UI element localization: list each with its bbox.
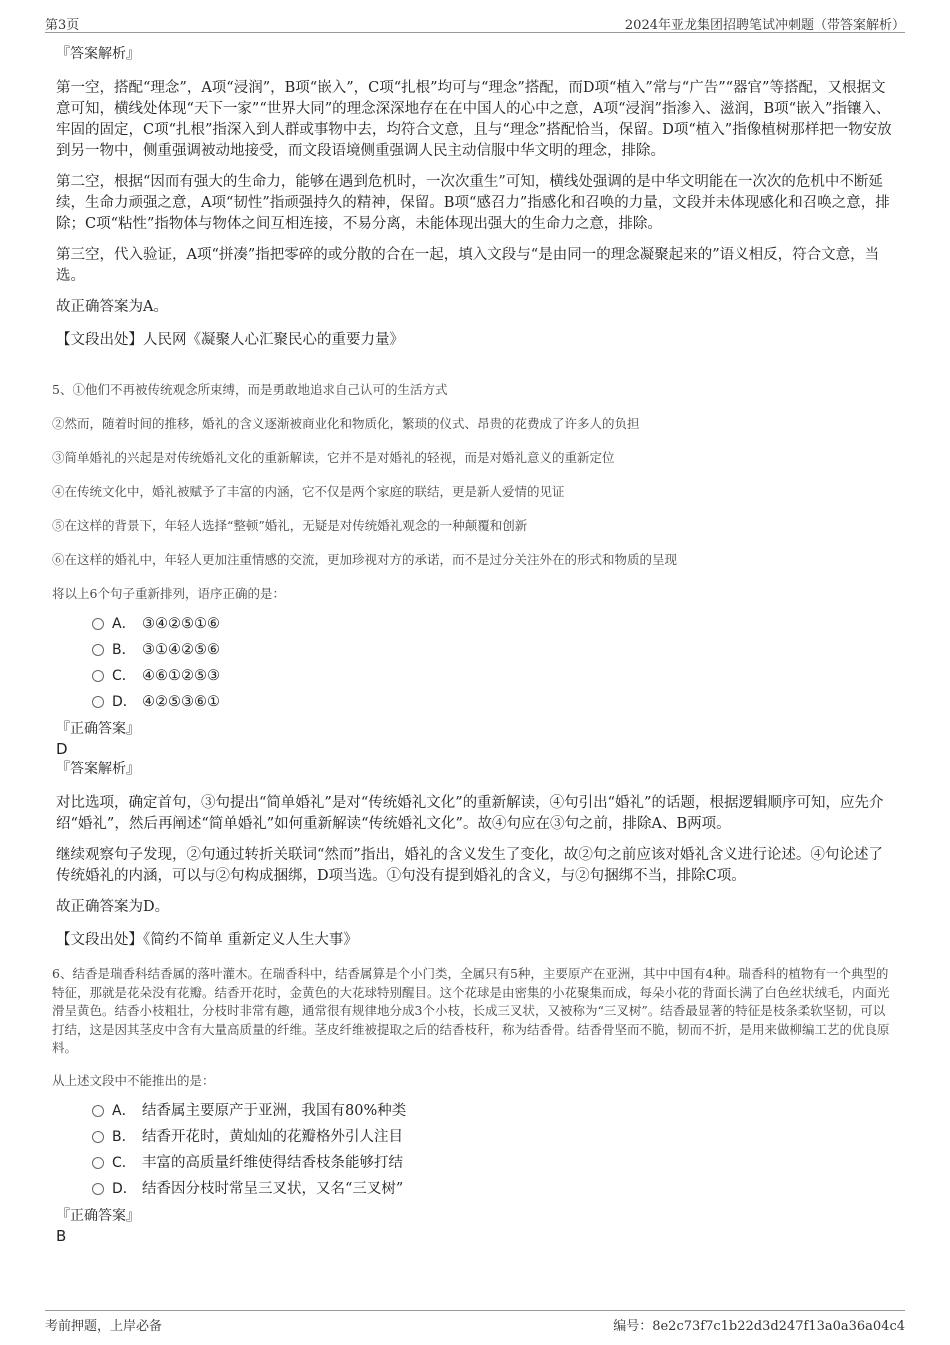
sentence-item: ⑥在这样的婚礼中，年轻人更加注重情感的交流，更加珍视对方的承诺，而不是过分关注外在的形式和物质的呈现 bbox=[52, 552, 678, 567]
option-c[interactable]: C． 丰富的高质量纤维使得结香枝条能够打结 bbox=[92, 1150, 895, 1176]
source-citation: 【文段出处】《简约不简单 重新定义人生大事》 bbox=[56, 932, 358, 948]
document-id: 编号：8e2c73f7c1b22d3d247f13a0a36a04c4 bbox=[613, 1319, 905, 1334]
sentence-item: ⑤在这样的背景下，年轻人选择“整顿”婚礼，无疑是对传统婚礼观念的一种颠覆和创新 bbox=[52, 518, 528, 533]
option-b[interactable]: B． 结香开花时，黄灿灿的花瓣格外引人注目 bbox=[92, 1124, 895, 1150]
sentence-item: ②然而，随着时间的推移，婚礼的含义逐渐被商业化和物质化，繁琐的仪式、昂贵的花费成了许多人的负担 bbox=[52, 416, 640, 431]
option-b[interactable]: B． ③①④②⑤⑥ bbox=[92, 637, 895, 663]
option-d[interactable]: D． 结香因分枝时常呈三叉状，又名“三叉树” bbox=[92, 1176, 895, 1202]
question-prompt: 将以上6个句子重新排列，语序正确的是： bbox=[52, 586, 285, 601]
correct-answer: B bbox=[56, 1226, 67, 1245]
question-5 bbox=[52, 381, 895, 951]
page-content bbox=[52, 44, 895, 1250]
radio-icon[interactable] bbox=[92, 1183, 104, 1195]
radio-icon[interactable] bbox=[92, 644, 104, 656]
analysis-paragraph: 继续观察句子发现，②句通过转折关联词“然而”指出，婚礼的含义发生了变化，故②句之前应该对婚礼含义进行论述。④句论述了传统婚礼的内涵，可以与②句构成捆绑，D项当选。①句没有提到婚礼的含义，与②句捆绑不当，排除C项。 bbox=[56, 847, 883, 884]
document-title: 2024年亚龙集团招聘笔试冲刺题（带答案解析） bbox=[624, 18, 905, 33]
analysis-label: 『答案解析』 bbox=[56, 761, 140, 777]
radio-icon[interactable] bbox=[92, 618, 104, 630]
page-number: 第3页 bbox=[45, 18, 80, 33]
analysis-paragraph: 第一空，搭配“理念”，A项“浸润”，B项“嵌入”，C项“扎根”均可与“理念”搭配，而D项“植入”常与“广告”“器官”等搭配，又根据文意可知，横线处体现“天下一家”“世界大同”的理念深深地存在在中国人的心中之意，A项“浸润”指渗入、滋润，B项“嵌入”指镶入、牢固的固定，C项“扎根”指深入到人群或事物中去，均符合文意，且与“理念”搭配恰当，保留。D项“植入”指像植树那样把一物安放到另一物中，侧重强调被动地接受，而文段语境侧重强调人民主动信服中华文明的理念，排除。 bbox=[56, 80, 892, 159]
correct-answer: D bbox=[56, 740, 68, 758]
footer-slogan: 考前押题，上岸必备 bbox=[45, 1319, 163, 1334]
source-citation: 【文段出处】人民网《凝聚人心汇聚民心的重要力量》 bbox=[56, 332, 404, 348]
radio-icon[interactable] bbox=[92, 1157, 104, 1169]
correct-answer-label: 『正确答案』 bbox=[56, 1207, 140, 1224]
analysis-paragraph: 第二空，根据“因而有强大的生命力，能够在遇到危机时，一次次重生”可知，横线处强调的是中华文明能在一次次的危机中不断延续，生命力顽强之意，A项“韧性”指顽强持久的精神，保留。B项“感召力”指感化和召唤的力量，文段并未体现感化和召唤之意，排除；C项“粘性”指物体与物体之间互相连接，不易分离，未能体现出强大的生命力之意，排除。 bbox=[56, 174, 890, 232]
radio-icon[interactable] bbox=[92, 696, 104, 708]
question-6 bbox=[52, 965, 895, 1246]
answer-options bbox=[92, 611, 895, 715]
analysis-paragraph: 对比选项，确定首句，③句提出“简单婚礼”是对“传统婚礼文化”的重新解读，④句引出“婚礼”的话题，根据逻辑顺序可知，应先介绍“婚礼”，然后再阐述“简单婚礼”如何重新解读“传统婚礼文化”。故④句应在③句之前，排除A、B两项。 bbox=[56, 795, 884, 832]
page-footer bbox=[45, 1310, 905, 1335]
sentence-item: 5、①他们不再被传统观念所束缚，而是勇敢地追求自己认可的生活方式 bbox=[52, 382, 448, 397]
analysis-label: 『答案解析』 bbox=[56, 46, 140, 62]
sentence-item: ③简单婚礼的兴起是对传统婚礼文化的重新解读，它并不是对婚礼的轻视，而是对婚礼意义的重新定位 bbox=[52, 450, 615, 465]
option-a[interactable]: A． ③④②⑤①⑥ bbox=[92, 611, 895, 637]
option-a[interactable]: A． 结香属主要原产于亚洲，我国有80%种类 bbox=[92, 1098, 895, 1124]
q4-analysis-section bbox=[56, 44, 895, 351]
page-header bbox=[45, 10, 905, 33]
option-c[interactable]: C． ④⑥①②⑤③ bbox=[92, 663, 895, 689]
sentence-item: ④在传统文化中，婚礼被赋予了丰富的内涵，它不仅是两个家庭的联结，更是新人爱情的见证 bbox=[52, 484, 565, 499]
analysis-paragraph: 第三空，代入验证，A项“拼凑”指把零碎的或分散的合在一起，填入文段与“是由同一的理念凝聚起来的”语义相反，符合文意，当选。 bbox=[56, 247, 880, 284]
radio-icon[interactable] bbox=[92, 1131, 104, 1143]
analysis-conclusion: 故正确答案为A。 bbox=[56, 299, 168, 315]
answer-options bbox=[92, 1098, 895, 1202]
radio-icon[interactable] bbox=[92, 1105, 104, 1117]
option-d[interactable]: D． ④②⑤③⑥① bbox=[92, 689, 895, 715]
radio-icon[interactable] bbox=[92, 670, 104, 682]
question-prompt: 从上述文段中不能推出的是： bbox=[52, 1072, 215, 1088]
correct-answer-label: 『正确答案』 bbox=[56, 721, 140, 737]
analysis-conclusion: 故正确答案为D。 bbox=[56, 899, 170, 915]
question-stem: 6、结香是瑞香科结香属的落叶灌木。在瑞香科中，结香属算是个小门类，全属只有5种，主要原产在亚洲，其中中国有4种。瑞香科的植物有一个典型的特征，那就是花朵没有花瓣。结香开花时，金黄色的大花球特别醒目。这个花球是由密集的小花聚集而成，每朵小花的背面长满了白色丝状绒毛，内面光滑呈黄色。结香小枝粗壮，分枝时非常有趣，通常很有规律地分成3个小枝，长成三叉状，又被称为“三叉树”。结香最显著的特征是枝条柔软坚韧，可以打结，这是因其茎皮中含有大量高质量的纤维。茎皮纤维被提取之后的结香枝秆，称为结香骨。结香骨坚而不脆，韧而不折，是用来做柳编工艺的优良原料。 bbox=[52, 966, 890, 1055]
